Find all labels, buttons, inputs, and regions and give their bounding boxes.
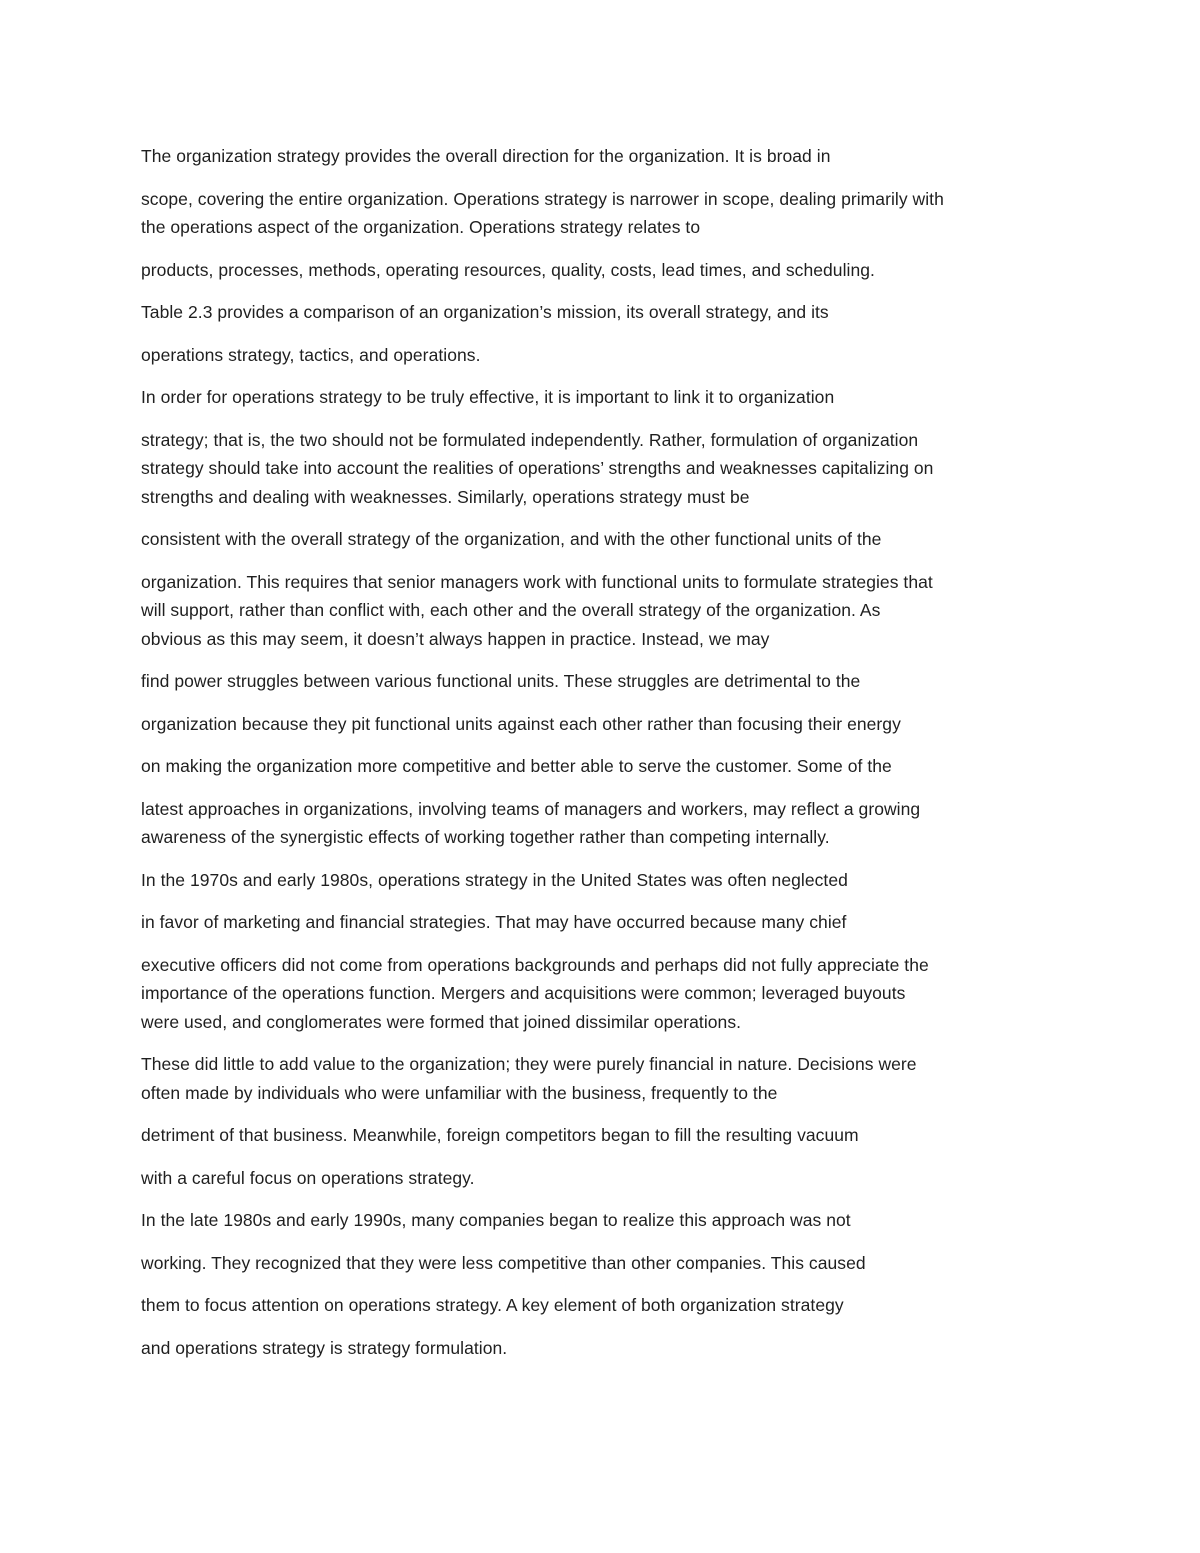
paragraph	[141, 710, 1071, 739]
text-line: strategy should take into account the realities of operations’ strengths and weaknesses capitalizing on	[141, 458, 934, 478]
text-line: strengths and dealing with weaknesses. Similarly, operations strategy must be	[141, 486, 750, 507]
text-line: scope, covering the entire organization. Operations strategy is narrower in scope, dealing primarily with	[141, 188, 944, 209]
text-line: the operations aspect of the organization. Operations strategy relates to	[141, 217, 701, 237]
paragraph	[141, 426, 1071, 512]
paragraph	[141, 795, 1071, 852]
paragraph	[141, 383, 1071, 412]
paragraph	[141, 142, 1071, 171]
text-line: on making the organization more competitive and better able to serve the customer. Some of the	[141, 756, 892, 776]
text-line: and operations strategy is strategy formulation.	[141, 1337, 508, 1358]
text-line: consistent with the overall strategy of the organization, and with the other functional units of the	[141, 529, 882, 549]
text-line: awareness of the synergistic effects of working together rather than competing internally.	[141, 827, 830, 847]
paragraph	[141, 568, 1071, 654]
text-line: often made by individuals who were unfamiliar with the business, frequently to the	[141, 1082, 778, 1103]
text-line: organization because they pit functional units against each other rather than focusing their energy	[141, 713, 901, 734]
text-line: were used, and conglomerates were formed that joined dissimilar operations.	[141, 1011, 742, 1032]
paragraph	[141, 1121, 1071, 1150]
text-line: find power struggles between various functional units. These struggles are detrimental to the	[141, 671, 861, 691]
paragraph	[141, 341, 1071, 370]
text-line: In the late 1980s and early 1990s, many companies began to realize this approach was not	[141, 1210, 851, 1230]
paragraph	[141, 1164, 1071, 1193]
text-line: In the 1970s and early 1980s, operations strategy in the United States was often neglected	[141, 869, 848, 890]
text-line: detriment of that business. Meanwhile, foreign competitors began to fill the resulting vacuum	[141, 1125, 859, 1145]
paragraph	[141, 667, 1071, 696]
text-line: In order for operations strategy to be truly effective, it is important to link it to organization	[141, 387, 835, 407]
paragraph	[141, 752, 1071, 781]
document-body	[141, 142, 1071, 1376]
text-line: Table 2.3 provides a comparison of an organization’s mission, its overall strategy, and its	[141, 302, 829, 322]
text-line: These did little to add value to the organization; they were purely financial in nature. Decisions were	[141, 1054, 917, 1074]
text-line: with a careful focus on operations strategy.	[141, 1167, 475, 1188]
paragraph	[141, 1206, 1071, 1235]
text-line: organization. This requires that senior managers work with functional units to formulate strategies that	[141, 571, 933, 592]
text-line: them to focus attention on operations strategy. A key element of both organization strategy	[141, 1295, 844, 1315]
paragraph	[141, 1249, 1071, 1278]
text-line: will support, rather than conflict with, each other and the overall strategy of the organization. As	[141, 600, 881, 620]
paragraph	[141, 1334, 1071, 1363]
paragraph	[141, 908, 1071, 937]
text-line: in favor of marketing and financial strategies. That may have occurred because many chief	[141, 912, 847, 932]
text-line: latest approaches in organizations, involving teams of managers and workers, may reflect a growing	[141, 798, 921, 819]
text-line: obvious as this may seem, it doesn’t always happen in practice. Instead, we may	[141, 628, 770, 649]
paragraph	[141, 256, 1071, 285]
paragraph	[141, 951, 1071, 1037]
text-line: importance of the operations function. Mergers and acquisitions were common; leveraged buyouts	[141, 983, 906, 1003]
text-line: working. They recognized that they were less competitive than other companies. This caused	[141, 1252, 866, 1273]
paragraph	[141, 298, 1071, 327]
paragraph	[141, 1050, 1071, 1107]
paragraph	[141, 525, 1071, 554]
paragraph	[141, 866, 1071, 895]
paragraph	[141, 185, 1071, 242]
text-line: executive officers did not come from operations backgrounds and perhaps did not fully appreciate the	[141, 954, 929, 975]
text-line: products, processes, methods, operating resources, quality, costs, lead times, and scheduling.	[141, 259, 875, 280]
text-line: operations strategy, tactics, and operations.	[141, 344, 481, 365]
text-line: The organization strategy provides the overall direction for the organization. It is broad in	[141, 146, 831, 166]
text-line: strategy; that is, the two should not be formulated independently. Rather, formulation of organization	[141, 429, 919, 450]
paragraph	[141, 1291, 1071, 1320]
